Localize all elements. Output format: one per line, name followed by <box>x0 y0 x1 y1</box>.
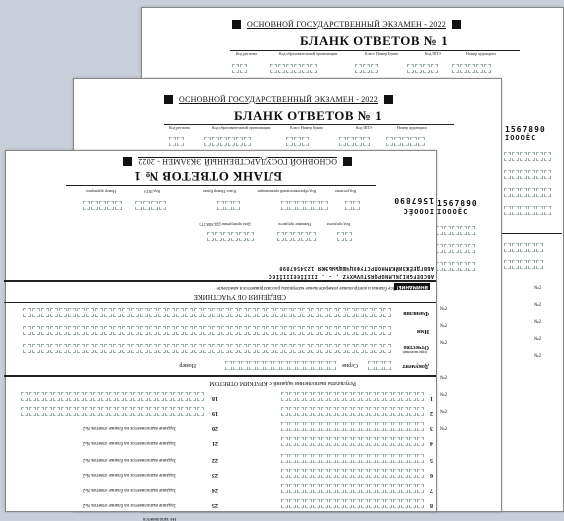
side-label-n2: №2 <box>440 324 448 329</box>
divider <box>502 233 562 234</box>
row-number-5: 5 <box>430 457 433 463</box>
side-label-n2: №2 <box>440 410 448 415</box>
ppe-caption: Код ППЭ <box>144 189 160 194</box>
room-caption: Номер аудитории <box>86 189 116 194</box>
region-caption: Код региона <box>169 125 190 130</box>
subject-name-caption: Название предмета <box>278 222 311 227</box>
surname-label: Фамилия <box>403 310 429 316</box>
org-caption: Код образовательной организации <box>212 125 271 130</box>
sample-letters: ІОООЁС <box>437 208 469 216</box>
patronymic-note: (при наличии) <box>402 350 427 355</box>
deferred-note-20: Задание выполняется на бланке ответов №2 <box>82 425 176 430</box>
row-number-1: 1 <box>430 395 433 401</box>
surname-cells[interactable] <box>23 308 391 317</box>
answer-cells-3[interactable] <box>281 422 424 431</box>
marker-square <box>452 20 461 29</box>
answer-cells-19[interactable] <box>21 407 204 416</box>
region-caption: Код региона <box>335 189 356 194</box>
deferred-note-25: Задание выполняется на бланке ответов №2 <box>82 502 176 507</box>
org-cells[interactable] <box>270 64 317 73</box>
document-series-cells[interactable] <box>368 361 391 370</box>
marker-square <box>343 157 352 166</box>
side-label-n2: №2 <box>534 303 542 308</box>
back-side-cells-5[interactable] <box>504 243 543 252</box>
exam-title: ОСНОВНОЙ ГОСУДАРСТВЕННЫЙ ЭКЗАМЕН - 2022 <box>179 95 378 104</box>
row-number-4: 4 <box>430 440 433 446</box>
room-caption: Номер аудитории <box>466 51 496 56</box>
series-label: Серия <box>342 362 358 368</box>
number-label: Номер <box>179 362 196 368</box>
ppe-cells[interactable] <box>339 137 370 146</box>
ppe-cells[interactable] <box>407 64 438 73</box>
answer-cells-8[interactable] <box>281 499 424 508</box>
row-number-6: 6 <box>430 472 433 478</box>
side-label-n2: №2 <box>440 307 448 312</box>
answer-cells-4[interactable] <box>281 437 424 446</box>
no-answer-note: Не заполняется <box>143 516 176 521</box>
row-number-25: 25 <box>212 502 218 508</box>
row-number-8: 8 <box>430 502 433 508</box>
deferred-note-22: Задание выполняется на бланке ответов №2 <box>82 457 176 462</box>
class-caption: Класс Номер Буква <box>365 51 398 56</box>
divider <box>66 185 376 186</box>
row-number-20: 20 <box>212 425 218 431</box>
patronymic-label: Отчество <box>403 344 429 350</box>
subject-caption: Код предмета <box>326 222 350 227</box>
side-label-n2: №2 <box>440 393 448 398</box>
participant-section-title: СВЕДЕНИЯ ОБ УЧАСТНИКЕ <box>193 293 286 301</box>
ppe-caption: Код ППЭ <box>356 125 372 130</box>
sample-digits: 1567890 <box>505 125 546 134</box>
ppe-caption: Код ППЭ <box>425 51 441 56</box>
room-caption: Номер аудитории <box>397 125 427 130</box>
answer-cells-6[interactable] <box>281 469 424 478</box>
side-label-n2: №2 <box>440 427 448 432</box>
region-cells[interactable] <box>345 201 360 210</box>
row-number-2: 2 <box>430 410 433 416</box>
ppe-cells[interactable] <box>135 201 166 210</box>
room-cells[interactable] <box>452 64 491 73</box>
form-title: БЛАНК ОТВЕТОВ № 1 <box>234 108 383 123</box>
deferred-note-21: Задание выполняется на бланке ответов №2 <box>82 440 176 445</box>
side-label-n2: №2 <box>440 376 448 381</box>
marker-square <box>384 95 393 104</box>
back-side-cells-6[interactable] <box>504 260 543 269</box>
sample-digits: 1567890 <box>437 199 478 208</box>
sheet-header <box>123 157 352 166</box>
document-label: Документ <box>402 363 429 369</box>
exam-title: ОСНОВНОЙ ГОСУДАРСТВЕННЫЙ ЭКЗАМЕН - 2022 <box>247 20 446 29</box>
marker-square <box>232 20 241 29</box>
alphabet-cyrillic: АБВГДЕЁЖЗИЙКЛМНОПРСТУФХЦЧШЩЪЫЬЭЮЯ 1234567890 <box>278 265 434 271</box>
form-title: БЛАНК ОТВЕТОВ № 1 <box>133 169 282 184</box>
org-cells[interactable] <box>204 137 251 146</box>
org-caption: Код образовательной организации <box>257 189 316 194</box>
answer-cells-5[interactable] <box>281 454 424 463</box>
side-label-n2: №2 <box>534 286 542 291</box>
marker-square <box>123 157 132 166</box>
row-number-21: 21 <box>212 440 218 446</box>
row-number-23: 23 <box>212 472 218 478</box>
row-number-7: 7 <box>430 487 433 493</box>
divider <box>4 375 436 377</box>
subject-cells[interactable] <box>337 232 352 241</box>
row-number-18: 18 <box>212 395 218 401</box>
row-number-3: 3 <box>430 425 433 431</box>
back-side-cells-2[interactable] <box>504 170 551 179</box>
back-side-cells-3[interactable] <box>504 188 551 197</box>
marker-square <box>164 95 173 104</box>
row-number-19: 19 <box>212 410 218 416</box>
room-cells[interactable] <box>386 137 425 146</box>
deferred-note-23: Задание выполняется на бланке ответов №2 <box>82 472 176 477</box>
sheet-header <box>232 20 461 29</box>
answer-cells-2[interactable] <box>281 407 424 416</box>
sample-letters: ІОООЁС <box>402 207 434 215</box>
results-title: Результаты выполнения заданий с КРАТКИМ ОТВЕТОМ <box>209 380 356 386</box>
mid-side-cells-2[interactable] <box>436 244 475 253</box>
side-label-n2: №2 <box>534 354 542 359</box>
region-cells[interactable] <box>232 64 247 73</box>
room-cells[interactable] <box>83 201 122 210</box>
mid-side-cells-1[interactable] <box>436 226 475 235</box>
side-label-n2: №2 <box>534 320 542 325</box>
divider <box>4 280 436 282</box>
patronymic-cells[interactable] <box>23 344 391 353</box>
form-title: БЛАНК ОТВЕТОВ № 1 <box>300 33 449 48</box>
class-caption: Класс Номер Буква <box>203 189 236 194</box>
attention-text: Все бланки и контрольные измерительные материалы рассматриваются в комплекте <box>216 285 396 290</box>
row-number-24: 24 <box>212 487 218 493</box>
subject-name-cells[interactable] <box>277 232 316 241</box>
class-caption: Класс Номер Буква <box>290 125 323 130</box>
deferred-note-24: Задание выполняется на бланке ответов №2 <box>82 487 176 492</box>
region-cells[interactable] <box>169 137 184 146</box>
org-caption: Код образовательной организации <box>279 51 338 56</box>
answer-cells-7[interactable] <box>281 484 424 493</box>
back-side-cells-1[interactable] <box>504 152 551 161</box>
sheet-header <box>164 95 393 104</box>
name-cells[interactable] <box>23 326 391 335</box>
org-cells[interactable] <box>281 201 328 210</box>
exam-title: ОСНОВНОЙ ГОСУДАРСТВЕННЫЙ ЭКЗАМЕН - 2022 <box>138 157 337 166</box>
answer-cells-18[interactable] <box>21 392 204 401</box>
region-caption: Код региона <box>236 51 257 56</box>
date-cells[interactable] <box>207 232 254 241</box>
date-caption: Дата проведения (ДД.ММ.ГГ) <box>199 222 251 227</box>
mirrored-content <box>6 151 436 521</box>
row-number-22: 22 <box>212 457 218 463</box>
back-side-cells-4[interactable] <box>504 206 551 215</box>
sample-letters: ІОООЁС <box>505 134 537 142</box>
class-cells[interactable] <box>217 201 240 210</box>
document-number-cells[interactable] <box>225 361 336 370</box>
name-label: Имя <box>417 328 429 334</box>
sample-digits: 1567890 <box>393 196 434 205</box>
side-label-n2: №2 <box>440 341 448 346</box>
attention-badge: ВНИМАНИЕ! <box>396 284 428 289</box>
side-label-n2: №2 <box>534 337 542 342</box>
answer-cells-1[interactable] <box>281 392 424 401</box>
answer-sheet-front <box>5 150 437 521</box>
class-cells[interactable] <box>355 64 378 73</box>
mid-side-cells-3[interactable] <box>436 262 475 271</box>
alphabet-latin: ABCDEFGHIJKLMNOPQRSTUVWXYZ , - . ІІІЇЇЄЄІІІЇЇЄС <box>268 273 434 279</box>
class-cells[interactable] <box>286 137 309 146</box>
divider <box>4 302 436 303</box>
